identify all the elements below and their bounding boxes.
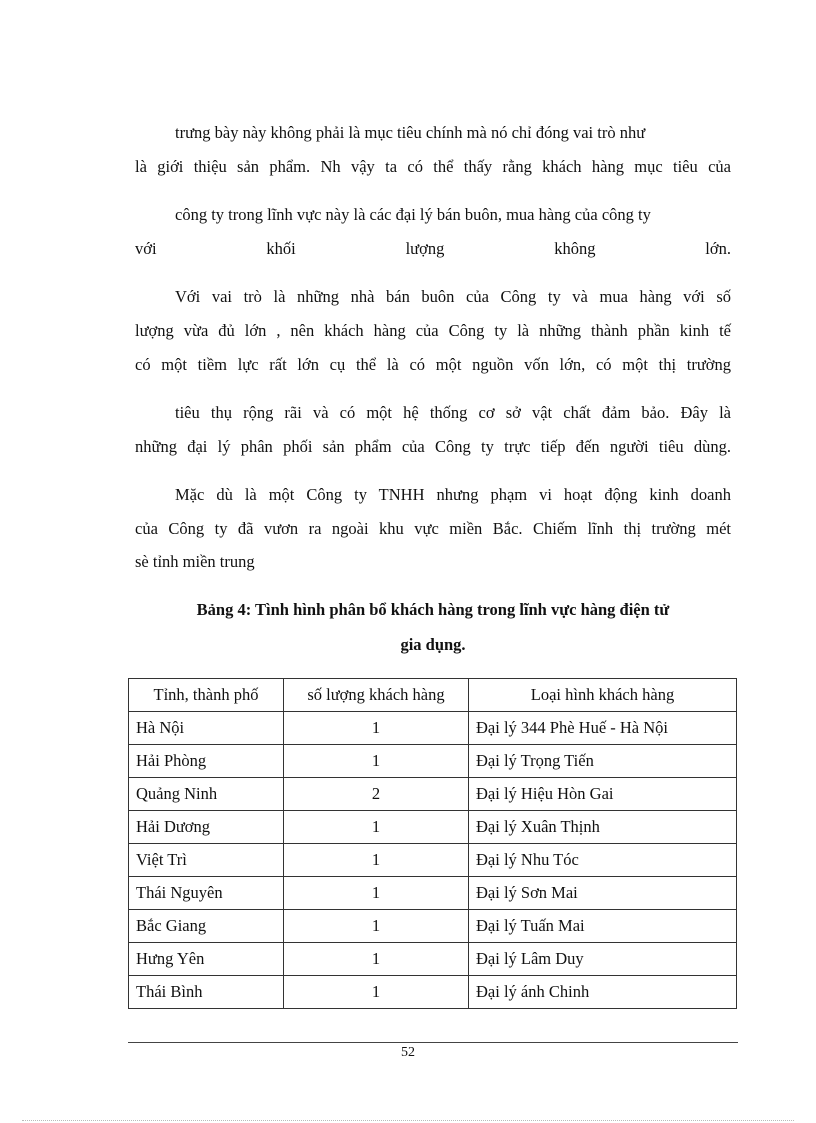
- table-header-row: [129, 679, 737, 712]
- header-customer-count: số lượng khách hàng: [284, 679, 469, 712]
- text-line: những đại lý phân phối sản phẩm của Công ty trực tiếp đến người tiêu dùng.: [135, 437, 731, 456]
- header-customer-type: Loại hình khách hàng: [469, 679, 737, 712]
- table-caption: Bảng 4: Tình hình phân bổ khách hàng trong lĩnh vực hàng điện tử: [196, 600, 670, 619]
- cell-count: 1: [284, 943, 469, 976]
- customer-distribution-table: [128, 678, 737, 1009]
- footer-divider: [128, 1042, 738, 1043]
- cell-type: Đại lý ánh Chinh: [469, 976, 737, 1009]
- cell-province: Thái Nguyên: [129, 877, 284, 910]
- cell-province: Thái Bình: [129, 976, 284, 1009]
- cell-count: 1: [284, 910, 469, 943]
- cell-type: Đại lý Trọng Tiến: [469, 745, 737, 778]
- text-line: Mặc dù là một Công ty TNHH nhưng phạm vi hoạt động kinh doanh: [175, 485, 731, 504]
- table-row: [129, 811, 737, 844]
- table-caption-continued: gia dụng.: [400, 635, 466, 654]
- cell-province: Hải Dương: [129, 811, 284, 844]
- cell-type: Đại lý Nhu Tóc: [469, 844, 737, 877]
- cell-type: Đại lý Xuân Thịnh: [469, 811, 737, 844]
- text-line: công ty trong lĩnh vực này là các đại lý bán buôn, mua hàng của công ty: [175, 205, 651, 224]
- text-line: Với vai trò là những nhà bán buôn của Công ty và mua hàng với số: [175, 287, 731, 306]
- cell-count: 1: [284, 745, 469, 778]
- cell-count: 1: [284, 844, 469, 877]
- cell-province: Bắc Giang: [129, 910, 284, 943]
- cell-province: Hưng Yên: [129, 943, 284, 976]
- table-row: [129, 976, 737, 1009]
- cell-count: 2: [284, 778, 469, 811]
- header-province: Tỉnh, thành phố: [129, 679, 284, 712]
- cell-type: Đại lý 344 Phè Huế - Hà Nội: [469, 712, 737, 745]
- cell-type: Đại lý Tuấn Mai: [469, 910, 737, 943]
- cell-province: Hải Phòng: [129, 745, 284, 778]
- text-line: lượng vừa đủ lớn , nên khách hàng của Công ty là những thành phần kinh tế: [135, 321, 731, 340]
- text-line: là giới thiệu sản phẩm. Nh vậy ta có thể thấy rằng khách hàng mục tiêu của: [135, 157, 731, 176]
- text-line: sè tỉnh miền trung: [135, 552, 255, 571]
- cell-count: 1: [284, 712, 469, 745]
- cell-count: 1: [284, 811, 469, 844]
- table-row: [129, 877, 737, 910]
- page-bottom-border: [22, 1120, 794, 1121]
- cell-province: Quảng Ninh: [129, 778, 284, 811]
- text-line: với khối lượng không lớn.: [135, 239, 731, 258]
- table-row: [129, 910, 737, 943]
- cell-province: Hà Nội: [129, 712, 284, 745]
- table-row: [129, 745, 737, 778]
- text-line: có một tiềm lực rất lớn cụ thể là có một nguồn vốn lớn, có một thị trường: [135, 355, 731, 374]
- cell-count: 1: [284, 877, 469, 910]
- table-row: [129, 943, 737, 976]
- table-row: [129, 712, 737, 745]
- text-line: của Công ty đã vươn ra ngoài khu vực miền Bắc. Chiếm lĩnh thị trường mét: [135, 519, 731, 538]
- table-row: [129, 778, 737, 811]
- cell-type: Đại lý Lâm Duy: [469, 943, 737, 976]
- cell-type: Đại lý Sơn Mai: [469, 877, 737, 910]
- page-number: 52: [401, 1045, 415, 1060]
- text-line: tiêu thụ rộng rãi và có một hệ thống cơ sở vật chất đảm bảo. Đây là: [175, 403, 731, 422]
- table-row: [129, 844, 737, 877]
- cell-count: 1: [284, 976, 469, 1009]
- cell-province: Việt Trì: [129, 844, 284, 877]
- cell-type: Đại lý Hiệu Hòn Gai: [469, 778, 737, 811]
- text-line: trưng bày này không phải là mục tiêu chính mà nó chỉ đóng vai trò như: [175, 123, 646, 142]
